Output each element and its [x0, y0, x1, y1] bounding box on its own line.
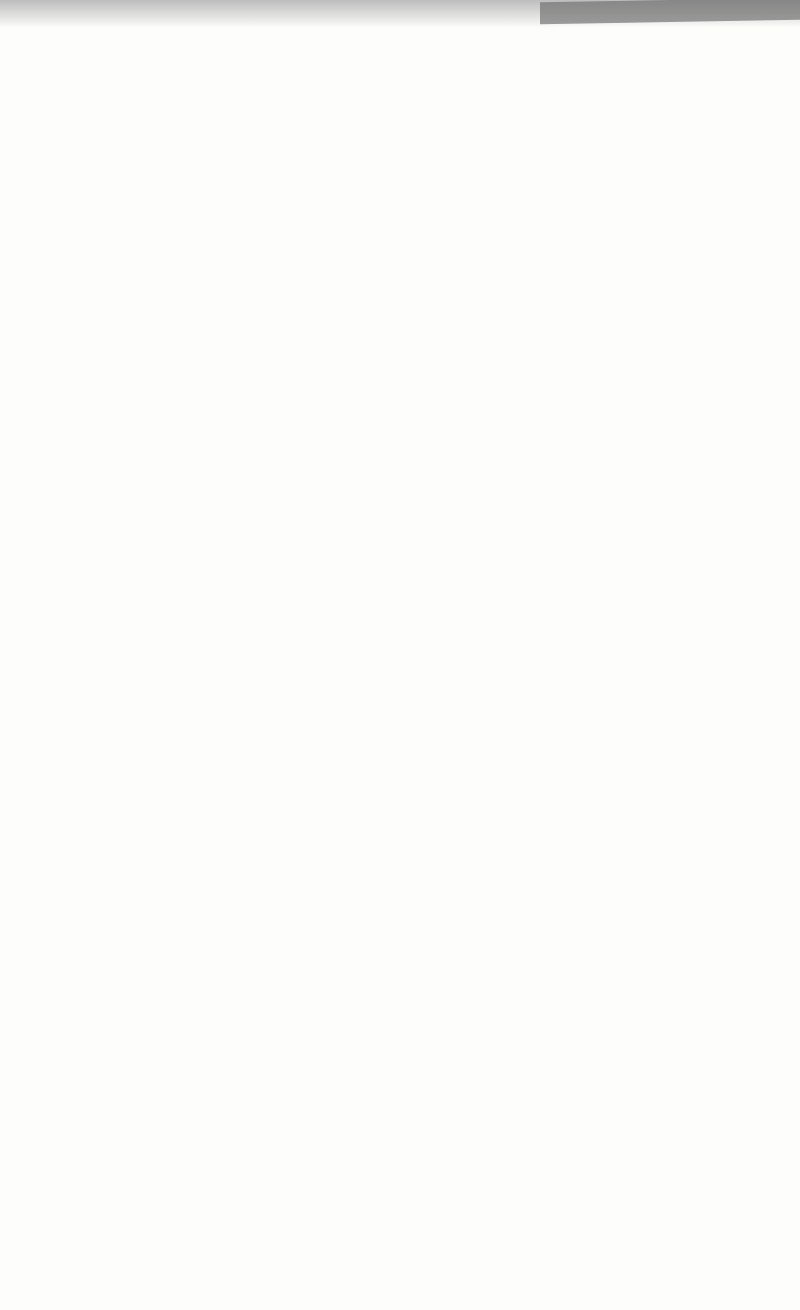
- chapter-heading: [140, 24, 142, 64]
